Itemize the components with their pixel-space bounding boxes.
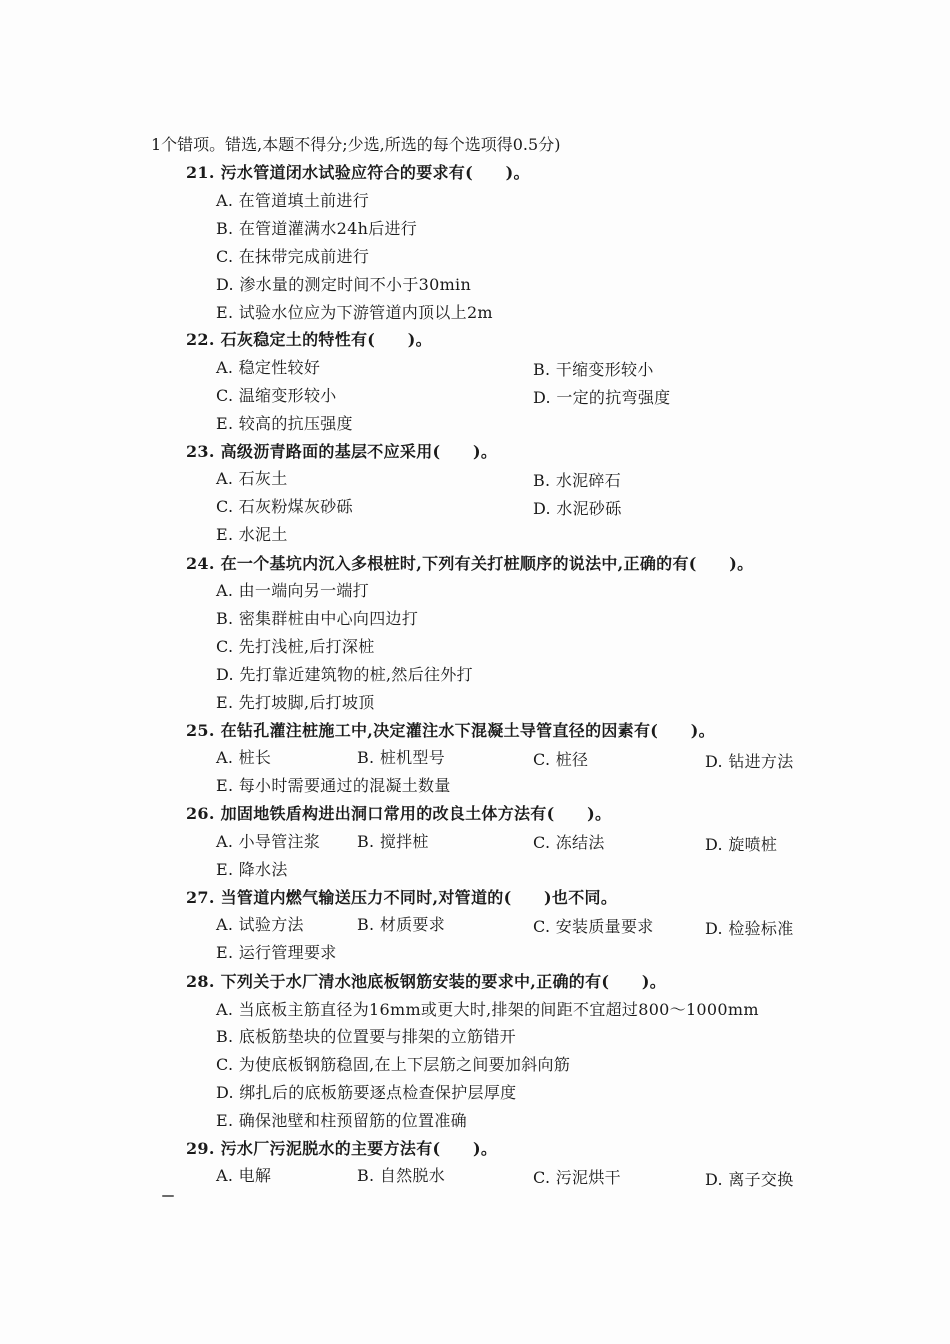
- option-d: D. 先打靠近建筑物的桩,然后往外打: [216, 665, 473, 684]
- option-a: A. 小导管注浆: [216, 832, 321, 851]
- question-26: [0, 801, 950, 827]
- option-d: D. 一定的抗弯强度: [533, 388, 671, 407]
- option-d: D. 离子交换: [705, 1170, 794, 1189]
- question-28: [0, 969, 950, 995]
- option-c: C. 污泥烘干: [533, 1168, 621, 1187]
- option-c: C. 桩径: [533, 750, 589, 769]
- option-c: C. 在抹带完成前进行: [216, 247, 370, 266]
- option-d: D. 钻进方法: [705, 752, 794, 771]
- option-a: A. 在管道填土前进行: [216, 191, 370, 210]
- question-stem: 26. 加固地铁盾构进出洞口常用的改良土体方法有( )。: [186, 804, 612, 823]
- option-a: A. 当底板主筋直径为16mm或更大时,排架的间距不宜超过800～1000mm: [216, 1000, 759, 1019]
- option-b: B. 干缩变形较小: [533, 360, 654, 379]
- option-b: B. 在管道灌满水24h后进行: [216, 219, 418, 238]
- question-29: [0, 1136, 950, 1162]
- option-e: E. 运行管理要求: [216, 943, 337, 962]
- option-a: A. 稳定性较好: [216, 358, 321, 377]
- option-e: E. 每小时需要通过的混凝土数量: [216, 776, 451, 795]
- option-e: E. 先打坡脚,后打坡顶: [216, 693, 375, 712]
- option-c: C. 冻结法: [533, 833, 605, 852]
- option-a: A. 由一端向另一端打: [216, 581, 370, 600]
- scan-artifact: [162, 1195, 174, 1197]
- option-a: A. 电解: [216, 1166, 272, 1185]
- option-c: C. 温缩变形较小: [216, 386, 337, 405]
- option-b: B. 搅拌桩: [357, 832, 429, 851]
- option-a: A. 石灰土: [216, 469, 288, 488]
- option-b: B. 材质要求: [357, 915, 446, 934]
- option-a: A. 试验方法: [216, 915, 304, 934]
- question-stem: 23. 高级沥青路面的基层不应采用( )。: [186, 442, 498, 461]
- question-stem: 22. 石灰稳定土的特性有( )。: [186, 330, 432, 349]
- question-27: [0, 885, 950, 911]
- option-b: B. 密集群桩由中心向四边打: [216, 609, 419, 628]
- question-stem: 24. 在一个基坑内沉入多根桩时,下列有关打桩顺序的说法中,正确的有( )。: [186, 554, 754, 573]
- question-23: [0, 439, 950, 465]
- option-b: B. 桩机型号: [357, 748, 446, 767]
- option-c: C. 石灰粉煤灰砂砾: [216, 497, 353, 516]
- option-e: E. 降水法: [216, 860, 288, 879]
- option-b: B. 自然脱水: [357, 1166, 446, 1185]
- question-stem: 25. 在钻孔灌注桩施工中,决定灌注水下混凝土导管直径的因素有( )。: [186, 721, 715, 740]
- option-d: D. 渗水量的测定时间不小于30min: [216, 275, 472, 294]
- option-e: E. 较高的抗压强度: [216, 414, 353, 433]
- question-24: [0, 551, 950, 577]
- option-a: A. 桩长: [216, 748, 272, 767]
- option-c: C. 先打浅桩,后打深桩: [216, 637, 375, 656]
- option-d: D. 检验标准: [705, 919, 794, 938]
- option-d: D. 绑扎后的底板筋要逐点检查保护层厚度: [216, 1083, 517, 1102]
- option-e: E. 确保池壁和柱预留筋的位置准确: [216, 1111, 467, 1130]
- option-d: D. 旋喷桩: [705, 835, 778, 854]
- question-25: [0, 718, 950, 744]
- question-stem: 27. 当管道内燃气输送压力不同时,对管道的( )也不同。: [186, 888, 618, 907]
- option-c: C. 为使底板钢筋稳固,在上下层筋之间要加斜向筋: [216, 1055, 571, 1074]
- question-22: [0, 327, 950, 353]
- option-e: E. 水泥土: [216, 525, 288, 544]
- question-21: [0, 160, 950, 186]
- question-stem: 28. 下列关于水厂清水池底板钢筋安装的要求中,正确的有( )。: [186, 972, 667, 991]
- option-d: D. 水泥砂砾: [533, 499, 622, 518]
- section-instruction: 1个错项。错选,本题不得分;少选,所选的每个选项得0.5分): [151, 135, 561, 154]
- question-stem: 29. 污水厂污泥脱水的主要方法有( )。: [186, 1139, 498, 1158]
- option-c: C. 安装质量要求: [533, 917, 654, 936]
- option-b: B. 底板筋垫块的位置要与排架的立筋错开: [216, 1027, 516, 1046]
- option-b: B. 水泥碎石: [533, 471, 622, 490]
- option-e: E. 试验水位应为下游管道内顶以上2m: [216, 303, 493, 322]
- question-stem: 21. 污水管道闭水试验应符合的要求有( )。: [186, 163, 530, 182]
